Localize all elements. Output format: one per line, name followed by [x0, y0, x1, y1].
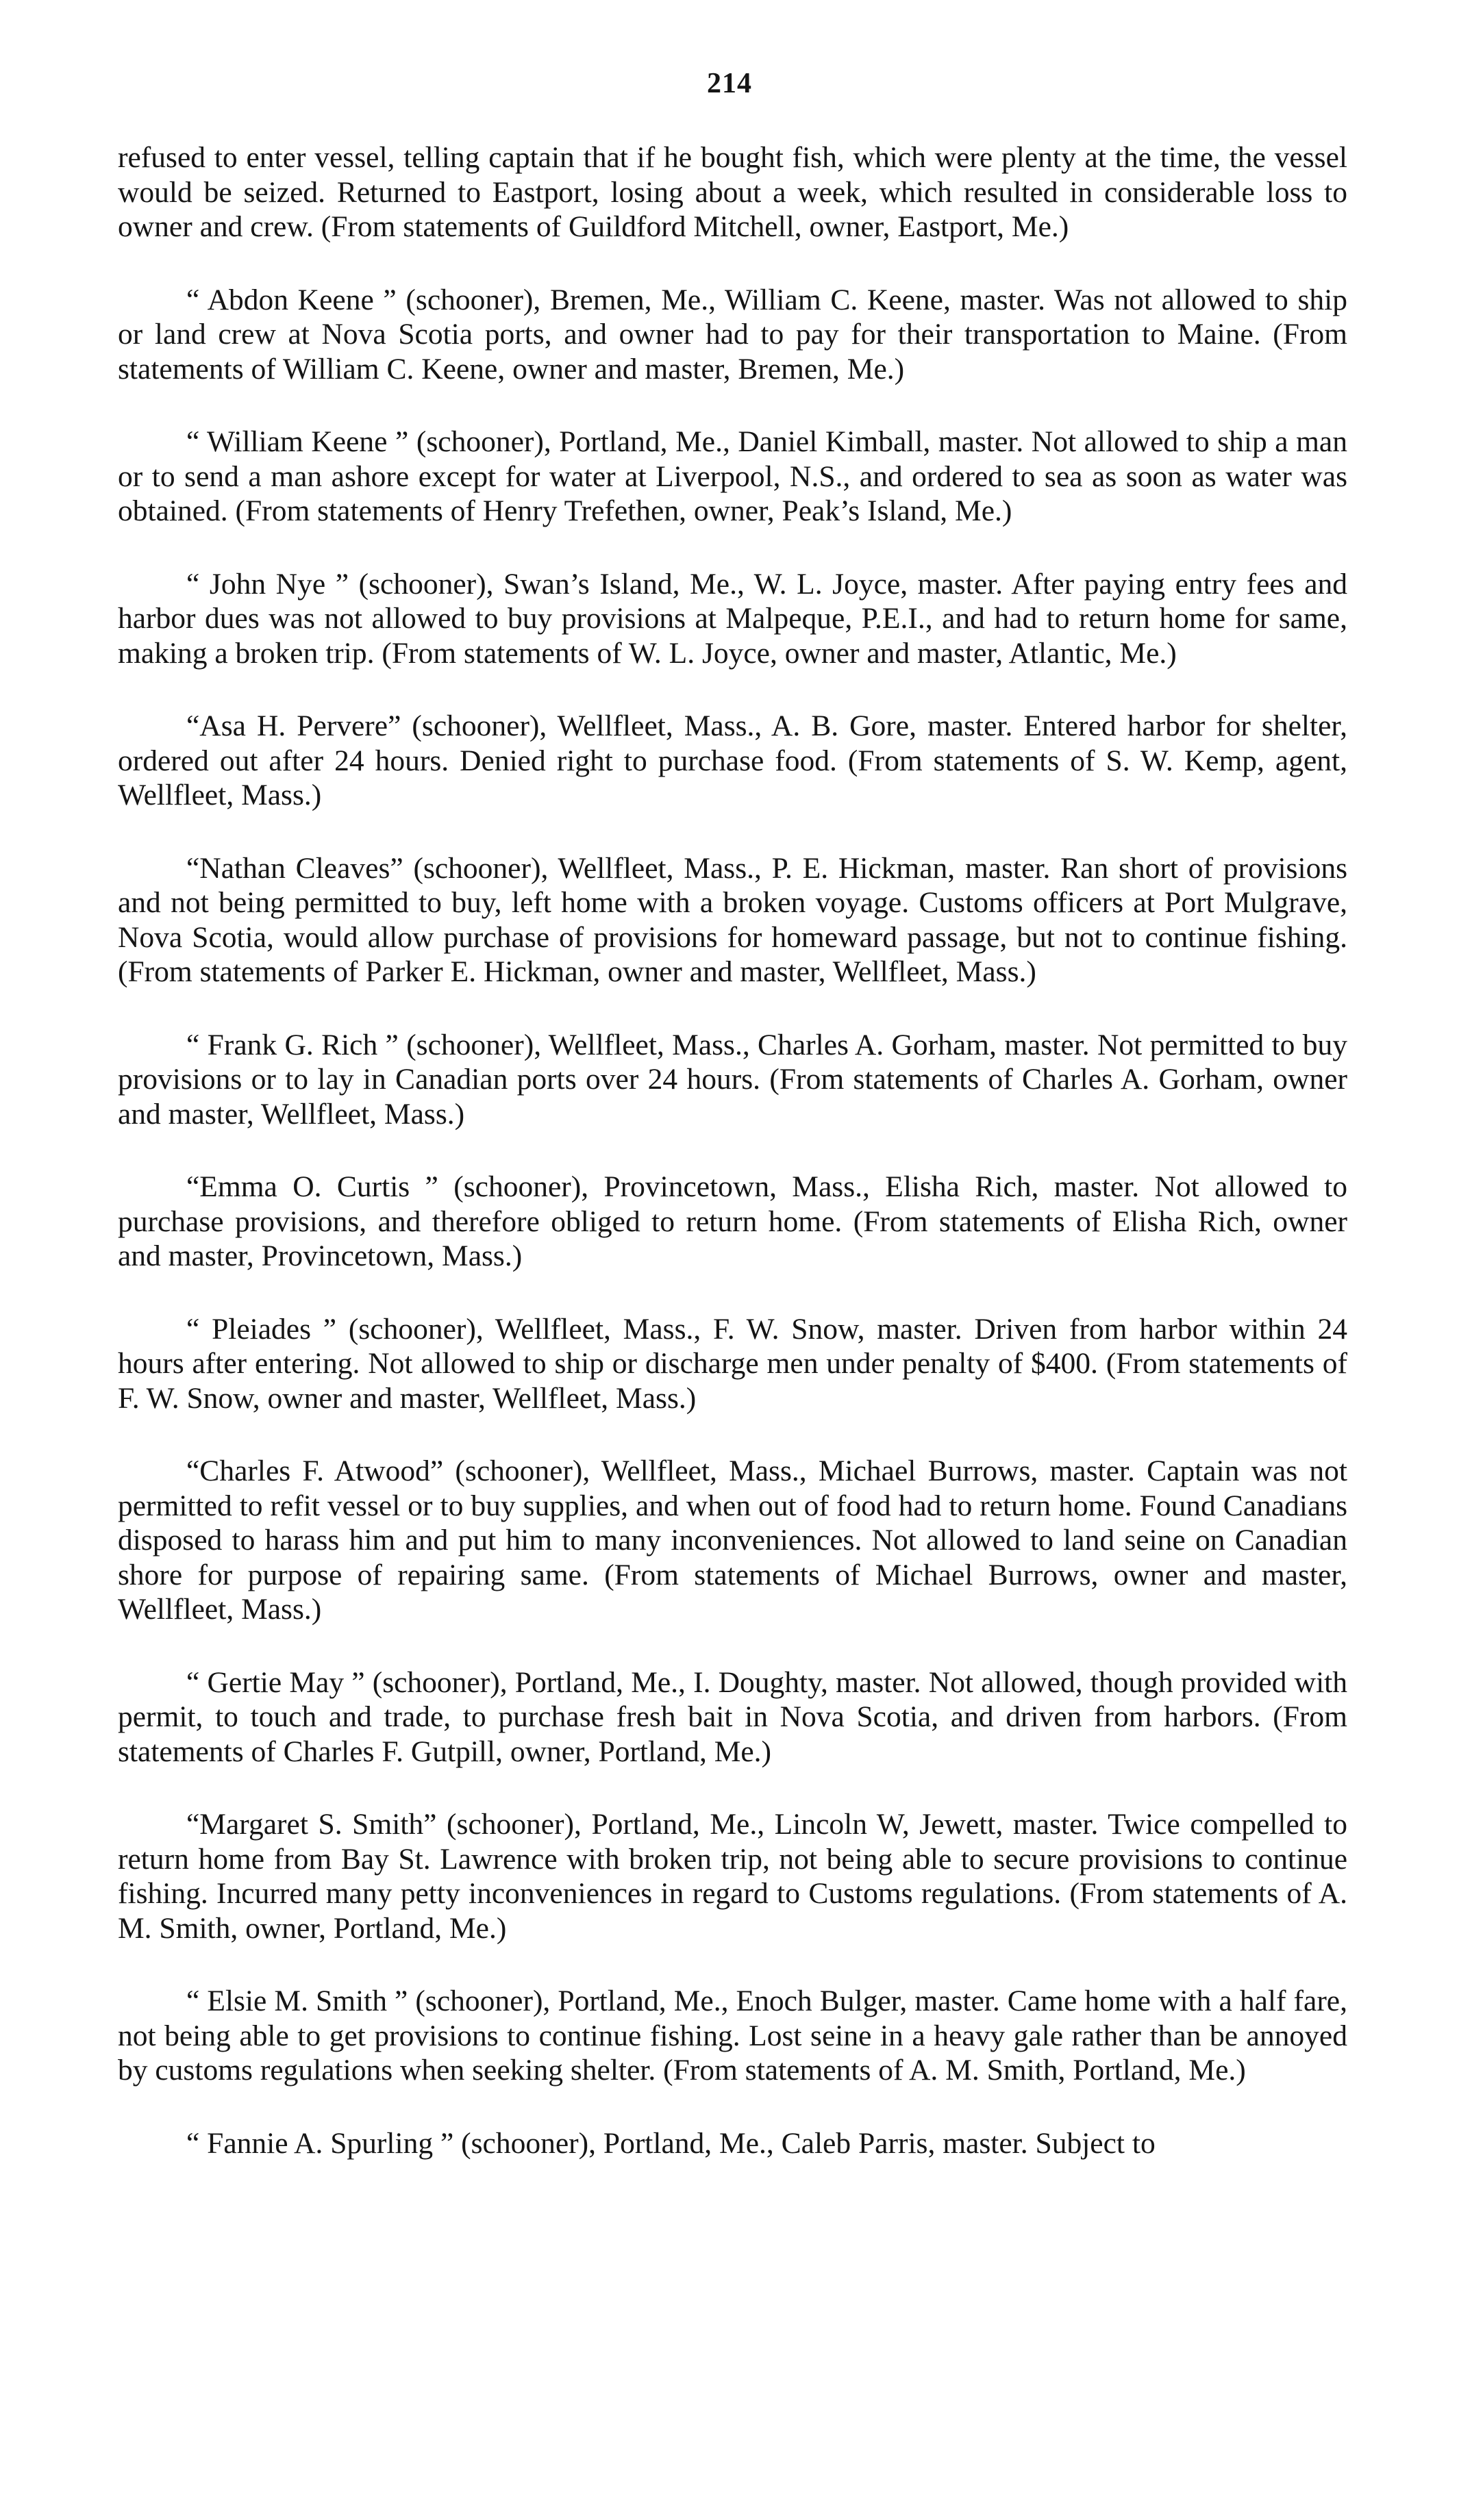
paragraph-asa-h-pervere: “Asa H. Pervere” (schooner), Wellfleet, Mass., A. B. Gore, master. Entered harbor for shelter, ordered out after 24 hours. Denied right to purchase food. (From statements of S. W. Kemp, agent, Wellfleet, Mass.) [118, 709, 1347, 811]
page-number: 214 [707, 68, 752, 99]
paragraph-gertie-may: “ Gertie May ” (schooner), Portland, Me., I. Doughty, master. Not allowed, though provided with permit, to touch and trade, to purchase fresh bait in Nova Scotia, and driven from harbors. (From statements of Charles F. Gutpill, owner, Portland, Me.) [118, 1665, 1347, 1768]
paragraph-margaret-s-smith: “Margaret S. Smith” (schooner), Portland, Me., Lincoln W, Jewett, master. Twice compelled to return home from Bay St. Lawrence with broken trip, not being able to secure provisions to continue fishing. Incurred many petty inconveniences in regard to Customs regulations. (From statements of A. M. Smith, owner, Portland, Me.) [118, 1808, 1347, 1945]
paragraph-nathan-cleaves: “Nathan Cleaves” (schooner), Wellfleet, Mass., P. E. Hickman, master. Ran short of provisions and not being permitted to buy, left home with a broken voyage. Customs officers at Port Mulgrave, Nova Scotia, would allow purchase of provisions for homeward passage, but not to continue fishing. (From statements of Parker E. Hickman, owner and master, Wellfleet, Mass.) [118, 851, 1347, 988]
paragraph-abdon-keene: “ Abdon Keene ” (schooner), Bremen, Me., William C. Keene, master. Was not allowed to ship or land crew at Nova Scotia ports, and owner had to pay for their transportation to Maine. (From statements of William C. Keene, owner and master, Bremen, Me.) [118, 283, 1347, 386]
paragraph-frank-g-rich: “ Frank G. Rich ” (schooner), Wellfleet, Mass., Charles A. Gorham, master. Not permitted to buy provisions or to lay in Canadian ports over 24 hours. (From statements of Charles A. Gorham, owner and master, Wellfleet, Mass.) [118, 1028, 1347, 1131]
paragraph-charles-f-atwood: “Charles F. Atwood” (schooner), Wellfleet, Mass., Michael Burrows, master. Captain was not permitted to refit vessel or to buy supplies, and when out of food had to return home. Found Canadians disposed to harass him and put him to many inconveniences. Not allowed to land seine on Canadian shore for purpose of repairing same. (From statements of Michael Burrows, owner and master, Wellfleet, Mass.) [118, 1454, 1347, 1626]
paragraph-elsie-m-smith: “ Elsie M. Smith ” (schooner), Portland, Me., Enoch Bulger, master. Came home with a half fare, not being able to get provisions to continue fishing. Lost seine in a heavy gale rather than be annoyed by customs regulations when seeking shelter. (From statements of A. M. Smith, Portland, Me.) [118, 1985, 1347, 2087]
paragraph-john-nye: “ John Nye ” (schooner), Swan’s Island, Me., W. L. Joyce, master. After paying entry fees and harbor dues was not allowed to buy provisions at Malpeque, P.E.I., and had to return home for same, making a broken trip. (From statements of W. L. Joyce, owner and master, Atlantic, Me.) [118, 567, 1347, 670]
paragraph-fannie-a-spurling: “ Fannie A. Spurling ” (schooner), Portland, Me., Caleb Parris, master. Subject to [186, 2126, 1156, 2160]
paragraph-emma-o-curtis: “Emma O. Curtis ” (schooner), Provincetown, Mass., Elisha Rich, master. Not allowed to purchase provisions, and therefore obliged to return home. (From statements of Elisha Rich, owner and master, Provincetown, Mass.) [118, 1170, 1347, 1272]
paragraph-pleiades: “ Pleiades ” (schooner), Wellfleet, Mass., F. W. Snow, master. Driven from harbor within 24 hours after entering. Not allowed to ship or discharge men under penalty of $400. (From statements of F. W. Snow, owner and master, Wellfleet, Mass.) [118, 1312, 1347, 1415]
page-text-body [118, 140, 1347, 2160]
paragraph-william-keene: “ William Keene ” (schooner), Portland, Me., Daniel Kimball, master. Not allowed to ship a man or to send a man ashore except for water at Liverpool, N.S., and ordered to sea as soon as water was obtained. (From statements of Henry Trefethen, owner, Peak’s Island, Me.) [118, 425, 1347, 527]
paragraph-continued-from-previous-page: refused to enter vessel, telling captain that if he bought fish, which were plenty at the time, the vessel would be seized. Returned to Eastport, losing about a week, which resulted in considerable loss to owner and crew. (From statements of Guildford Mitchell, owner, Eastport, Me.) [118, 141, 1347, 243]
